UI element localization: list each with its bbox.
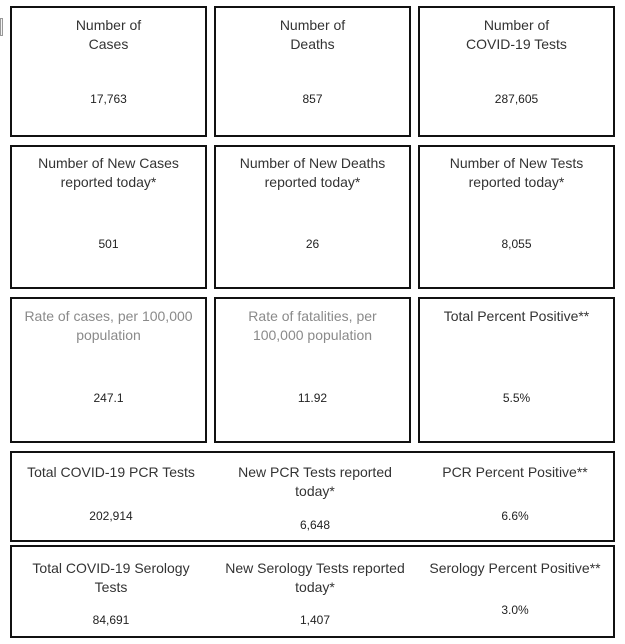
tile-value: 202,914 xyxy=(89,509,133,523)
tile-label: Total COVID-19 PCR Tests xyxy=(27,464,195,480)
tile-value: 84,691 xyxy=(92,613,130,627)
tile-value: 26 xyxy=(305,237,320,251)
tile-label: Number of COVID-19 Tests xyxy=(466,17,567,52)
tile-value: 857 xyxy=(302,92,323,106)
serology-tests-panel xyxy=(10,545,615,638)
tile-number-of-cases xyxy=(10,6,207,137)
tile-fatality-rate xyxy=(214,297,411,443)
tile-value: 287,605 xyxy=(494,92,539,106)
tile-label: Number of New Tests reported today* xyxy=(449,155,584,190)
tile-new-tests-today xyxy=(418,145,615,289)
tile-value: 8,055 xyxy=(501,237,532,251)
pcr-total-tests xyxy=(12,453,210,540)
tile-label: Total COVID-19 Serology Tests xyxy=(32,560,190,595)
tile-label: Number of New Cases reported today* xyxy=(38,155,179,190)
tile-new-cases-today xyxy=(10,145,207,289)
tile-value: 3.0% xyxy=(501,603,529,617)
pcr-percent-positive xyxy=(416,453,614,540)
serology-percent-positive xyxy=(416,547,614,636)
tile-label: Total Percent Positive** xyxy=(443,308,590,324)
tile-case-rate xyxy=(10,297,207,443)
tile-new-deaths-today xyxy=(214,145,411,289)
tile-value: 6.6% xyxy=(501,509,529,523)
tile-label: Rate of cases, per 100,000 population xyxy=(24,308,193,343)
tile-value: 247.1 xyxy=(93,391,124,405)
tile-value: 501 xyxy=(98,237,119,251)
tile-label: New PCR Tests reported today* xyxy=(238,464,392,499)
tile-label: PCR Percent Positive** xyxy=(442,464,588,480)
serology-total-tests xyxy=(12,547,210,636)
tile-value: 5.5% xyxy=(502,391,531,405)
tile-number-of-tests xyxy=(418,6,615,137)
pcr-tests-panel xyxy=(10,451,615,542)
tile-number-of-deaths xyxy=(214,6,411,137)
tile-value: 11.92 xyxy=(297,391,328,405)
resize-handle[interactable] xyxy=(0,18,3,36)
tile-value: 1,407 xyxy=(299,613,331,627)
tile-value: 6,648 xyxy=(299,518,331,532)
tile-label: Number of New Deaths reported today* xyxy=(239,155,386,190)
tile-label: Serology Percent Positive** xyxy=(429,560,601,576)
tile-label: Number of Cases xyxy=(75,17,142,52)
tile-total-percent-positive xyxy=(418,297,615,443)
tile-value: 17,763 xyxy=(90,92,127,106)
pcr-new-tests-today xyxy=(216,453,414,540)
tile-label: Number of Deaths xyxy=(279,17,346,52)
serology-new-tests-today xyxy=(216,547,414,636)
tile-label: Rate of fatalities, per 100,000 population xyxy=(248,308,377,343)
tile-label: New Serology Tests reported today* xyxy=(225,560,405,595)
